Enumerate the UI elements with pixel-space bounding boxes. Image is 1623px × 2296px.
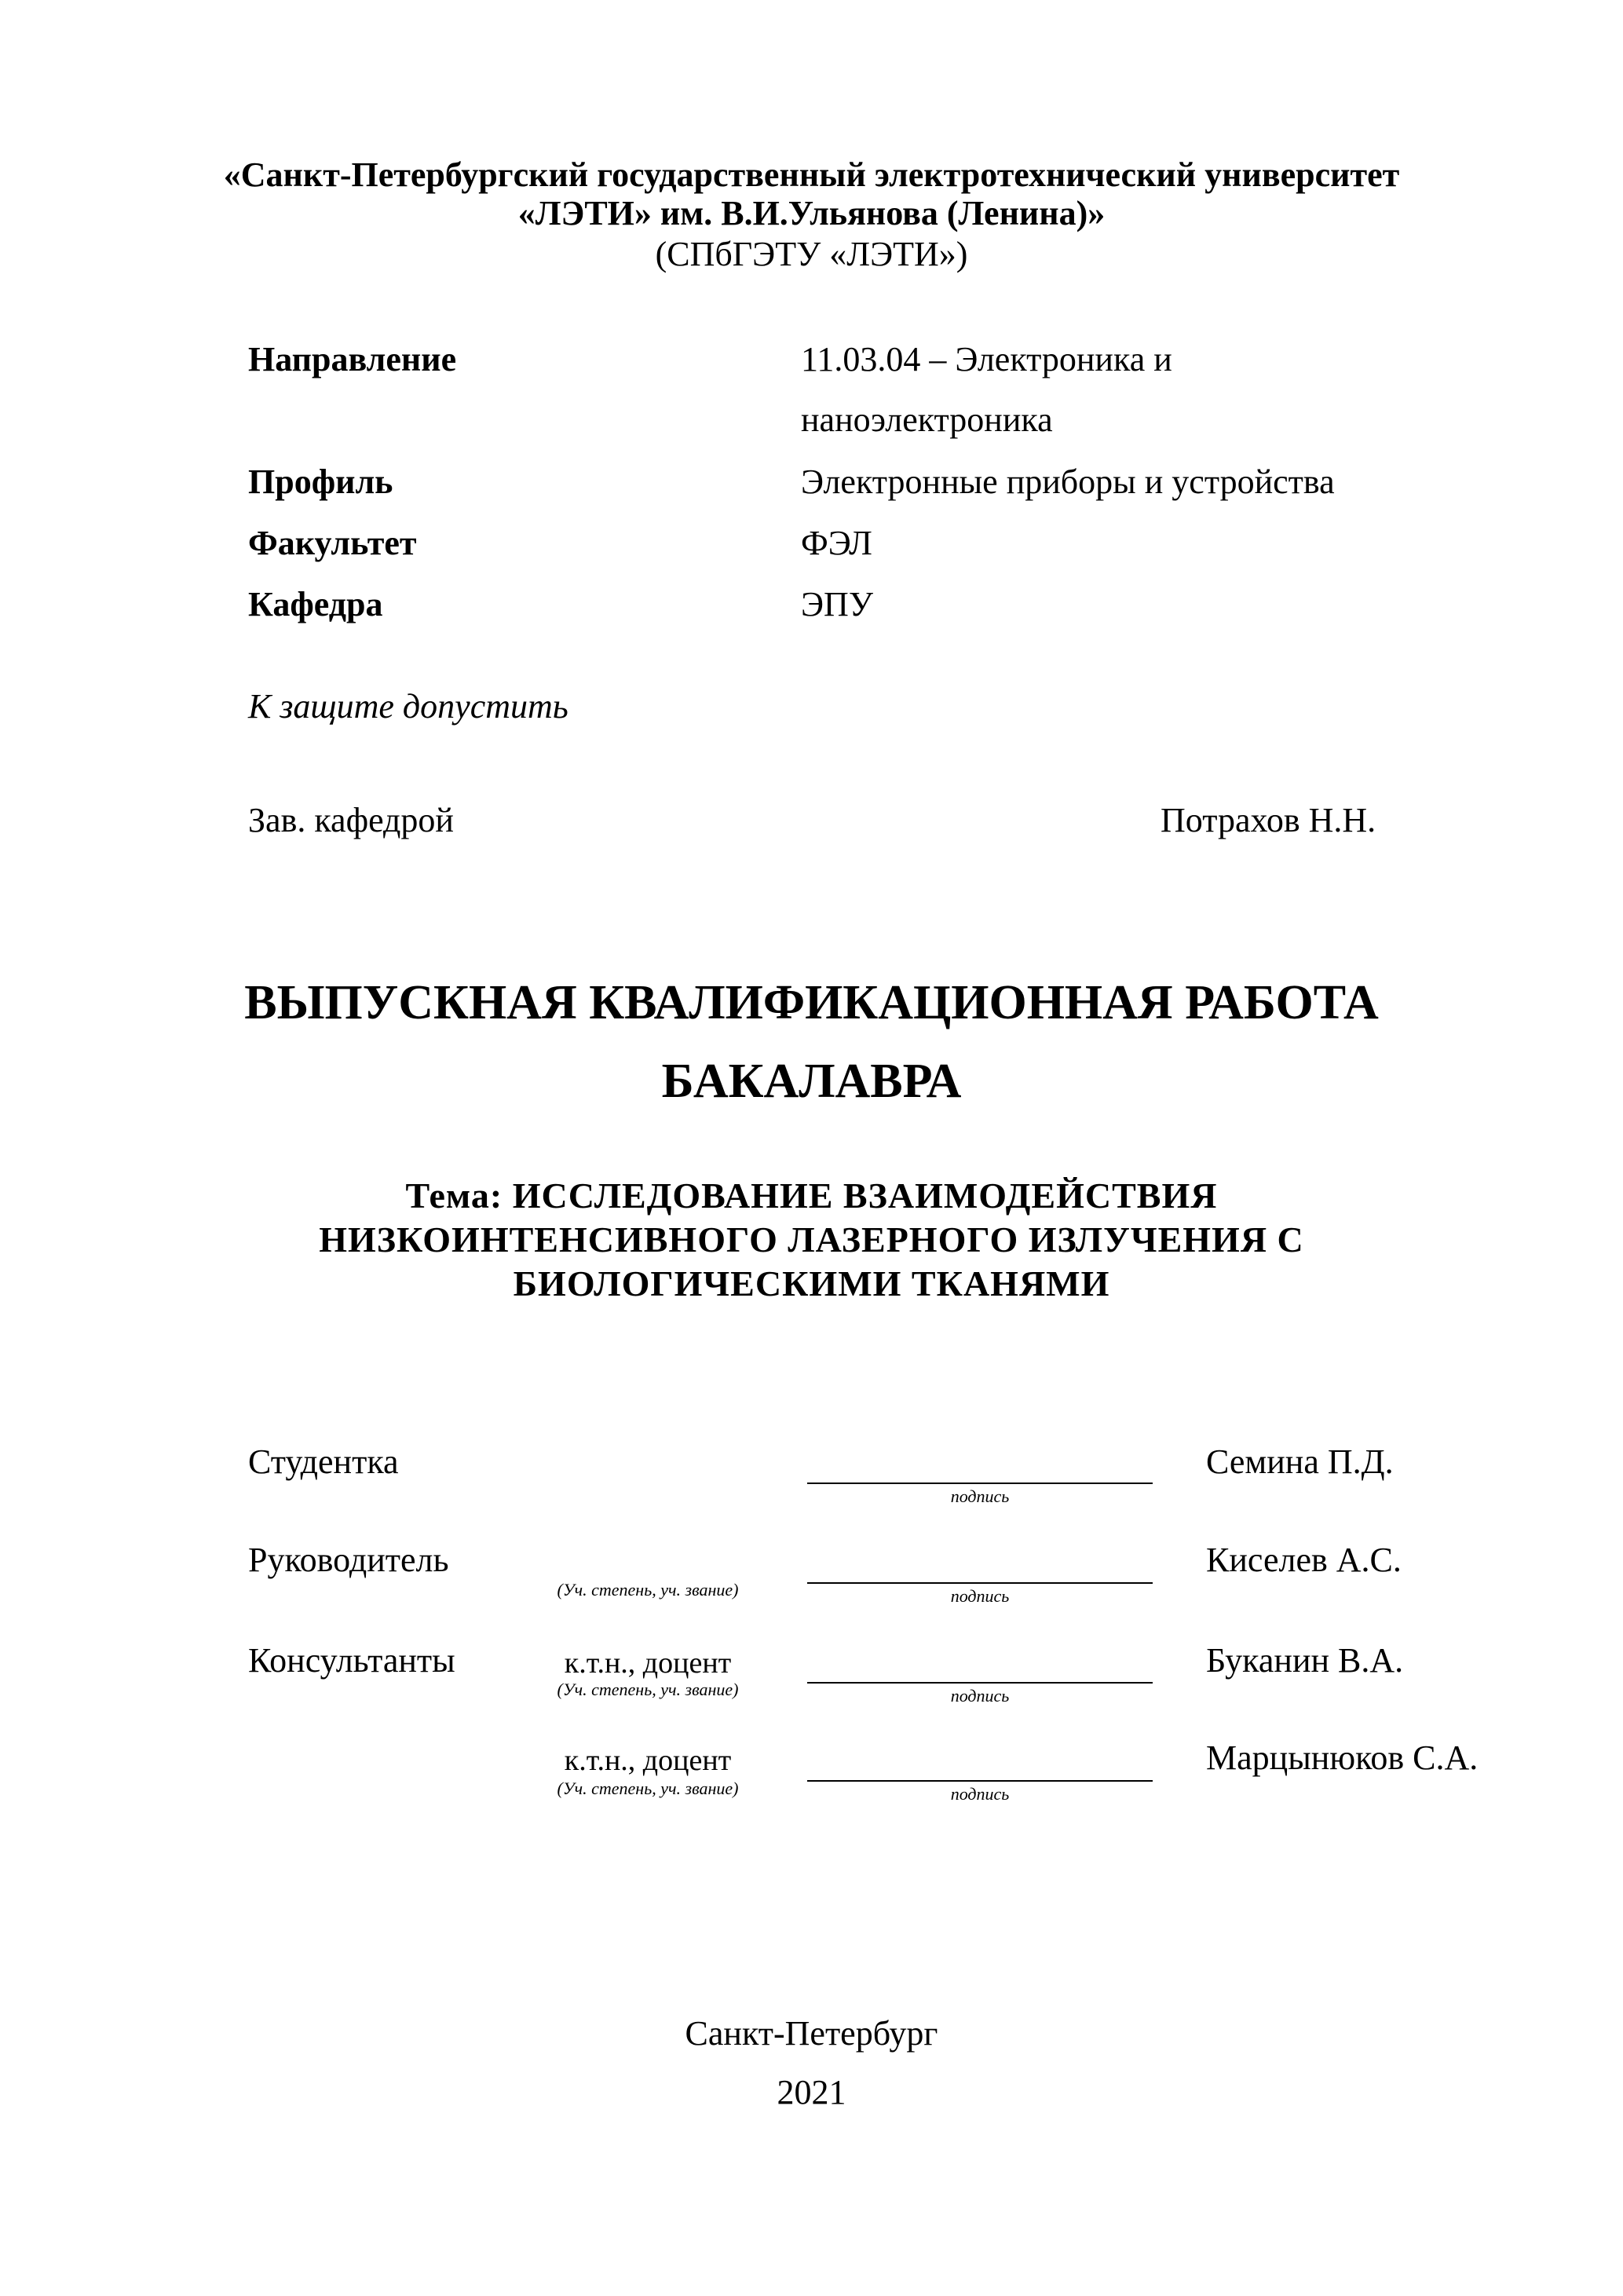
consultant-1-signature-caption: подпись [950,1686,1010,1706]
city: Санкт-Петербург [685,2014,938,2053]
department-label: Кафедра [248,585,383,623]
direction-value-line-2: наноэлектроника [801,400,1053,439]
supervisor-name: Киселев А.С. [1206,1541,1402,1579]
student-signature-line [807,1483,1153,1484]
consultant-2-name: Марцынюков С.А. [1206,1738,1479,1777]
faculty-label: Факультет [248,524,417,562]
thesis-topic-line-1: Тема: ИССЛЕДОВАНИЕ ВЗАИМОДЕЙСТВИЯ [405,1175,1218,1216]
consultants-role: Консультанты [248,1641,455,1680]
university-name-line-2: «ЛЭТИ» им. В.И.Ульянова (Ленина)» [517,194,1106,232]
supervisor-signature-caption: подпись [950,1586,1010,1606]
department-value: ЭПУ [801,585,873,623]
profile-value: Электронные приборы и устройства [801,462,1335,501]
thesis-topic-line-3: БИОЛОГИЧЕСКИМИ ТКАНЯМИ [513,1263,1110,1303]
admit-to-defense-text: К защите допустить [248,687,568,726]
university-name-line-1: «Санкт-Петербургский государственный электротехнический университет [223,155,1400,194]
direction-label: Направление [248,340,457,378]
consultant-2-signature-caption: подпись [950,1784,1010,1804]
consultant-2-degree-caption: (Уч. степень, уч. звание) [557,1779,739,1798]
supervisor-role: Руководитель [248,1541,449,1579]
consultant-2-degree: к.т.н., доцент [564,1744,732,1777]
head-of-department-name: Потрахов Н.Н. [1161,801,1376,839]
university-abbreviation: (СПбГЭТУ «ЛЭТИ») [655,235,968,273]
consultant-2-signature-line [807,1780,1153,1782]
thesis-title-line-1: ВЫПУСКНАЯ КВАЛИФИКАЦИОННАЯ РАБОТА [244,976,1379,1029]
head-of-department-label: Зав. кафедрой [248,801,454,839]
student-role: Студентка [248,1442,399,1481]
thesis-topic-line-2: НИЗКОИНТЕНСИВНОГО ЛАЗЕРНОГО ИЗЛУЧЕНИЯ С [319,1219,1304,1260]
supervisor-degree-caption: (Уч. степень, уч. звание) [557,1580,739,1600]
consultant-1-signature-line [807,1682,1153,1684]
student-name: Семина П.Д. [1206,1442,1394,1481]
profile-label: Профиль [248,462,393,501]
direction-value-line-1: 11.03.04 – Электроника и [801,340,1172,378]
consultant-1-name: Буканин В.А. [1206,1641,1404,1680]
student-signature-caption: подпись [950,1486,1010,1506]
thesis-title-line-2: БАКАЛАВРА [661,1055,962,1108]
consultant-1-degree-caption: (Уч. степень, уч. звание) [557,1680,739,1699]
faculty-value: ФЭЛ [801,524,872,562]
year: 2021 [777,2073,846,2111]
consultant-1-degree: к.т.н., доцент [564,1647,732,1680]
supervisor-signature-line [807,1582,1153,1584]
